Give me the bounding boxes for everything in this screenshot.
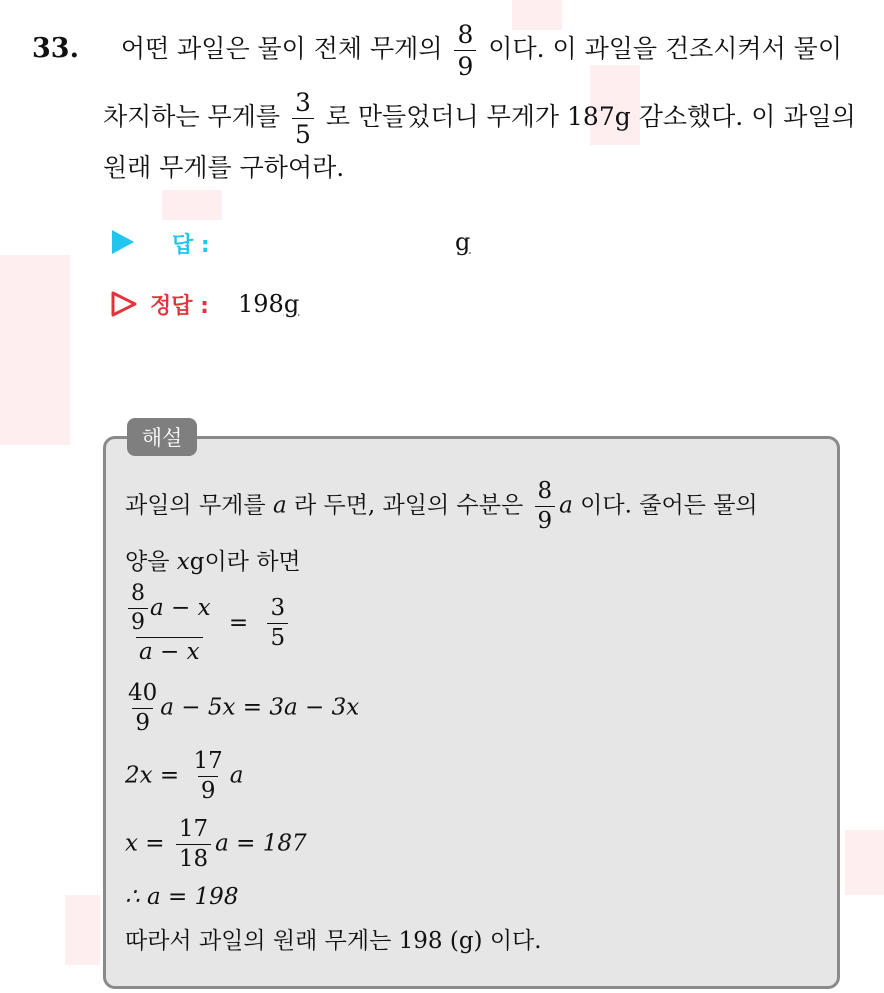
solution-line-1 [125,480,758,533]
solution-tag: 해설 [127,418,197,456]
problem-text: 로 만들었더니 무게가 [325,102,560,131]
compound-numerator [125,583,214,637]
fraction-numerator: 8 [131,581,145,606]
fraction-denominator: 9 [132,708,153,735]
fraction-numerator: 40 [128,680,158,706]
weight-unit: g [614,102,631,131]
fraction-denominator: 18 [176,844,211,871]
equation-lhs: 2x = [125,762,180,789]
equation-rest: a = 187 [215,830,307,857]
fraction-denominator: 9 [198,776,219,803]
problem-text: 차지하는 무게를 [103,102,280,131]
solution-line-2 [125,543,301,576]
problem-line-2 [103,90,856,147]
correct-answer [238,290,299,318]
answer-unit[interactable] [455,228,470,256]
decor-blob [845,830,884,895]
fraction-denominator: 9 [535,506,556,533]
problem-text: 어떤 과일은 물이 전체 무게의 [120,34,443,63]
problem-text: 감소했다. 이 과일의 [638,102,856,131]
variable-a: a [272,492,287,519]
answer-unit-text: g [455,228,471,256]
equation-lhs: x = [125,830,165,857]
solution-text: 이라 하면 [204,549,301,575]
problem-number: 33. [32,33,79,64]
fraction-8-9 [535,480,556,533]
answer-arrow-icon [112,230,134,254]
compound-fraction [125,583,214,664]
fraction-17-18 [176,818,211,871]
variable-a: a [559,492,573,519]
inner-fraction [128,583,148,634]
solution-text: 과일의 무게를 [125,492,266,519]
fraction-numerator: 3 [270,595,286,621]
solution-text: 라 두면, 과일의 수분은 [293,492,524,519]
equation-5: ∴ a = 198 [125,884,239,910]
problem-line-1 [32,22,842,79]
fraction-denominator: 9 [454,50,476,79]
fraction-numerator: 17 [193,748,223,774]
variable-x: x [176,549,190,575]
answer-label: 답 : [172,233,210,258]
solution-text: 이다. 줄어든 물의 [580,492,758,519]
problem-text: 이다. 이 과일을 건조시켜서 물이 [488,34,842,63]
correct-label: 정답 : [150,294,209,319]
fraction-8-9 [454,22,476,79]
solution-conclusion: 따라서 과일의 원래 무게는 198 (g) 이다. [125,928,542,954]
problem-text: 원래 무게를 구하여라. [103,153,345,182]
equation-2 [125,682,359,735]
fraction-40-9 [125,682,160,735]
decor-blob [162,190,222,220]
fraction-numerator: 8 [537,478,553,504]
correct-unit: g [283,290,300,318]
correct-value: 198 [238,290,284,318]
decor-blob [65,895,100,965]
numerator-rest: a − x [150,595,211,621]
equation-rest: a [229,762,244,789]
fraction-denominator: a − x [136,637,203,664]
fraction-3-5 [292,90,314,147]
equation-1: $\frac{8}{9}$ a − x a − x = $\frac{3}{5}$ [125,583,292,664]
fraction-17-9 [191,750,226,803]
fraction-numerator: 3 [294,88,311,117]
equation-4 [125,818,307,871]
fraction-3-5 [267,597,288,650]
fraction-numerator: 17 [178,816,209,842]
fraction-denominator: 5 [267,623,288,650]
fraction-denominator: 9 [128,608,148,634]
solution-text: 양을 [125,549,170,575]
problem-line-3 [103,148,344,188]
equation-rest: a − 5x = 3a − 3x [160,694,360,721]
fraction-denominator: 5 [292,118,314,147]
equation-3 [125,750,244,803]
unit: g [189,549,205,575]
decor-blob [0,255,70,445]
weight-value: 187 [567,102,615,131]
correct-arrow-icon [110,290,138,322]
fraction-numerator: 8 [457,20,474,49]
